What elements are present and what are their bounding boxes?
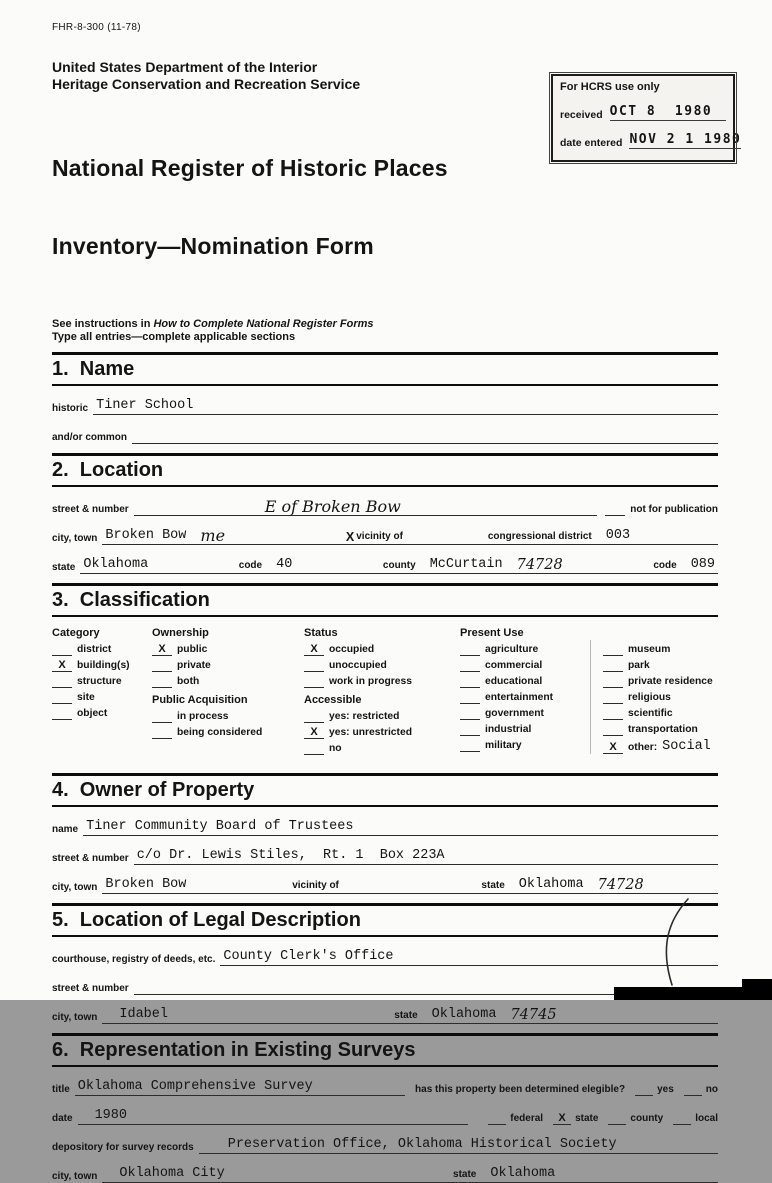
checkbox-label: public (177, 644, 208, 655)
federal-checkbox (488, 1112, 506, 1125)
form-title-line2: Inventory—Nomination Form (52, 233, 374, 259)
checkbox-label: unoccupied (329, 660, 387, 671)
present-use-column (460, 626, 718, 755)
present-use-sub-column-a (460, 640, 590, 754)
checkbox-item-structure (52, 675, 152, 688)
checkbox-label: religious (628, 692, 671, 703)
agency-line1: United States Department of the Interior (52, 59, 318, 75)
checkbox-item-religious (603, 691, 718, 704)
other-use-value: Social (662, 739, 711, 754)
category-header: Category (52, 627, 100, 639)
field-row-city-town (52, 527, 718, 545)
local-checkbox (673, 1112, 691, 1125)
checkbox-item-private-residence (603, 675, 718, 688)
scan-artifact-corner (742, 979, 772, 1000)
checkbox-item-commercial (460, 659, 590, 672)
instructions-prefix: See instructions in (52, 318, 154, 330)
checkbox (52, 643, 72, 656)
present-use-sub-column-b (590, 640, 718, 754)
checkbox-item-museum (603, 643, 718, 656)
survey-city-label: city, town (52, 1171, 98, 1182)
city-town-line (102, 528, 718, 545)
date-entered-label: date entered (560, 137, 623, 149)
local-label: local (695, 1113, 718, 1124)
checkbox: X (304, 643, 324, 656)
checkbox (52, 691, 72, 704)
checkbox (304, 659, 324, 672)
checkbox (460, 659, 480, 672)
present-use-header: Present Use (460, 627, 524, 639)
congressional-district-value: 003 (605, 528, 631, 543)
checkbox-item-yes-restricted (304, 710, 460, 723)
common-name-line (132, 427, 718, 444)
checkbox-label: structure (77, 676, 122, 687)
checkbox: X (304, 726, 324, 739)
checkbox (603, 659, 623, 672)
survey-date-line (78, 1108, 469, 1125)
date-entered-stamp: NOV 2 1 1980 (629, 132, 742, 147)
section-2-heading: 2. Location (52, 459, 164, 481)
vicinity-label: vicinity of (356, 531, 403, 542)
checkbox-label: district (77, 644, 112, 655)
checkbox (603, 643, 623, 656)
code-label: code (238, 560, 263, 571)
checkbox: X (152, 643, 172, 656)
checkbox-label: transportation (628, 724, 698, 735)
survey-state-label: state (453, 1169, 477, 1180)
historic-value: Tiner School (96, 398, 194, 413)
legal-zip-handwritten: 74745 (510, 1007, 557, 1023)
yes-checkbox (635, 1083, 653, 1096)
checkbox-item-being-considered (152, 726, 304, 739)
federal-label: federal (510, 1113, 544, 1124)
owner-vicinity-label: vicinity of (292, 880, 339, 891)
checkbox-item-yes-unrestricted (304, 726, 460, 739)
section-5-legal-description (52, 903, 718, 937)
county-label: county (382, 560, 416, 571)
checkbox-label: scientific (628, 708, 673, 719)
checkbox (603, 707, 623, 720)
city-town-label: city, town (52, 533, 98, 544)
owner-name-value: Tiner Community Board of Trustees (86, 819, 354, 834)
section-5-heading: 5. Location of Legal Description (52, 909, 361, 931)
checkbox (460, 691, 480, 704)
agency-line2: Heritage Conservation and Recreation Service (52, 76, 361, 92)
checkbox-item-work-in-progress (304, 675, 460, 688)
checkbox (304, 675, 324, 688)
survey-title-label: title (52, 1084, 70, 1095)
county-value: McCurtain (429, 557, 503, 572)
checkbox-label: work in progress (329, 676, 412, 687)
checkbox-item-industrial (460, 723, 590, 736)
checkbox-label: educational (485, 676, 543, 687)
field-row-state-county (52, 556, 718, 574)
status-header: Status (304, 627, 338, 639)
status-column (304, 626, 460, 755)
owner-name-label: name (52, 824, 79, 835)
owner-state-label: state (481, 880, 505, 891)
checkbox-item-educational (460, 675, 590, 688)
state-label: state (52, 562, 76, 573)
received-row (560, 104, 726, 121)
eligibility-question: has this property been determined elegible? (415, 1084, 626, 1095)
checkbox-label: no (329, 743, 342, 754)
legal-street-label: street & number (52, 983, 129, 994)
city-handwritten-note: me (200, 526, 226, 545)
section-2-location (52, 453, 718, 487)
state-checkbox: X (553, 1112, 571, 1125)
field-row-courthouse (52, 948, 718, 966)
checkbox: X (52, 659, 72, 672)
checkbox-label: building(s) (77, 660, 130, 671)
pen-stroke (648, 897, 700, 989)
checkbox-label: government (485, 708, 544, 719)
legal-state-label: state (394, 1010, 418, 1021)
owner-city-label: city, town (52, 882, 98, 893)
checkbox-item-agriculture (460, 643, 590, 656)
section-3-heading: 3. Classification (52, 589, 210, 611)
accessible-header: Accessible (304, 694, 362, 706)
field-row-owner-name (52, 818, 718, 836)
state-level-label: state (575, 1113, 599, 1124)
public-acquisition-header: Public Acquisition (152, 694, 248, 706)
owner-zip-handwritten: 74728 (597, 877, 644, 893)
legal-city-line (102, 1007, 718, 1024)
checkbox-label: object (77, 708, 108, 719)
city-town-value: Broken Bow (105, 528, 187, 543)
owner-street-value: c/o Dr. Lewis Stiles, Rt. 1 Box 223A (136, 848, 445, 863)
county-checkbox (608, 1112, 626, 1125)
owner-city-value: Broken Bow (105, 877, 187, 892)
historic-line (93, 398, 718, 415)
courthouse-label: courthouse, registry of deeds, etc. (52, 954, 216, 965)
checkbox (460, 707, 480, 720)
checkbox-label: occupied (329, 644, 375, 655)
checkbox (460, 739, 480, 752)
checkbox (152, 659, 172, 672)
street-line (134, 499, 598, 516)
no-label: no (705, 1084, 718, 1095)
checkbox-label: park (628, 660, 650, 671)
checkbox-item-both (152, 675, 304, 688)
checkbox (152, 726, 172, 739)
field-row-owner-street (52, 847, 718, 865)
checkbox-label: museum (628, 644, 671, 655)
checkbox (603, 691, 623, 704)
checkbox (152, 675, 172, 688)
vicinity-check-mark: X (345, 530, 355, 544)
checkbox-item-in-process (152, 710, 304, 723)
checkbox (603, 723, 623, 736)
section-3-classification (52, 583, 718, 617)
legal-state-value: Oklahoma (431, 1007, 497, 1022)
survey-city-value: Oklahoma City (119, 1166, 225, 1181)
checkbox-item-transportation (603, 723, 718, 736)
checkbox-item-military (460, 739, 590, 752)
yes-label: yes (657, 1084, 674, 1095)
checkbox-item-unoccupied (304, 659, 460, 672)
hcrs-use-only-box (551, 74, 742, 162)
form-title-line1: National Register of Historic Places (52, 155, 448, 181)
date-entered-row (560, 132, 742, 149)
owner-state-value: Oklahoma (518, 877, 584, 892)
county-code-value: 089 (690, 557, 715, 572)
field-row-historic (52, 397, 718, 415)
checkbox-label: industrial (485, 724, 532, 735)
county-code-label: code (653, 560, 677, 571)
depository-value: Preservation Office, Oklahoma Historical Society (227, 1137, 617, 1152)
checkbox-item-occupied (304, 643, 460, 656)
survey-date-label: date (52, 1113, 73, 1124)
checkbox-item-buildings (52, 659, 152, 672)
hcrs-header: For HCRS use only (560, 81, 660, 93)
owner-city-line (102, 877, 718, 894)
ownership-column (152, 626, 304, 755)
courthouse-value: County Clerk's Office (223, 949, 394, 964)
survey-level-group (478, 1112, 718, 1125)
section-6-heading: 6. Representation in Existing Surveys (52, 1039, 416, 1061)
depository-label: depository for survey records (52, 1142, 194, 1153)
received-date-stamp: OCT 8 1980 (610, 104, 726, 121)
checkbox-item-other (603, 739, 718, 754)
survey-title-value: Oklahoma Comprehensive Survey (77, 1079, 313, 1094)
checkbox-label: commercial (485, 660, 543, 671)
legal-city-value: Idabel (119, 1007, 168, 1022)
checkbox (460, 643, 480, 656)
no-checkbox (684, 1083, 702, 1096)
checkbox-item-district (52, 643, 152, 656)
checkbox (52, 675, 72, 688)
state-county-line (80, 557, 718, 574)
checkbox-item-site (52, 691, 152, 704)
checkbox (52, 707, 72, 720)
checkbox-label: site (77, 692, 95, 703)
survey-date-value: 1980 (94, 1108, 127, 1123)
checkbox-item-entertainment (460, 691, 590, 704)
courthouse-line (220, 949, 718, 966)
field-row-owner-city (52, 876, 718, 894)
section-4-owner (52, 773, 718, 807)
checkbox-label: both (177, 676, 200, 687)
checkbox (304, 742, 324, 755)
checkbox (152, 710, 172, 723)
checkbox-label: entertainment (485, 692, 554, 703)
not-for-publication-label: not for publication (630, 504, 718, 515)
checkbox-item-object (52, 707, 152, 720)
code-value: 40 (276, 557, 293, 572)
field-row-survey-city (52, 1165, 718, 1183)
owner-street-line (134, 848, 718, 865)
checkbox-label: yes: unrestricted (329, 727, 412, 738)
checkbox (304, 710, 324, 723)
street-handwritten-value: E of Broken Bow (264, 497, 401, 516)
checkbox-item-park (603, 659, 718, 672)
section-4-heading: 4. Owner of Property (52, 779, 255, 801)
survey-state-value: Oklahoma (490, 1166, 556, 1181)
section-1-heading: 1. Name (52, 358, 135, 380)
checkbox-label: other: (628, 742, 658, 753)
common-name-label: and/or common (52, 432, 128, 443)
instructions-line2: Type all entries—complete applicable sections (52, 331, 296, 343)
section-6-surveys (52, 1033, 718, 1067)
checkbox (603, 675, 623, 688)
checkbox-label: in process (177, 711, 229, 722)
congressional-district-label: congressional district (487, 531, 592, 542)
checkbox-label: private residence (628, 676, 713, 687)
classification-grid (52, 626, 718, 764)
field-row-survey-date (52, 1107, 718, 1125)
street-label: street & number (52, 504, 129, 515)
survey-city-line (102, 1166, 718, 1183)
checkbox-item-scientific (603, 707, 718, 720)
checkbox: X (603, 741, 623, 754)
field-row-depository (52, 1136, 718, 1154)
county-level-label: county (630, 1113, 664, 1124)
checkbox-item-private (152, 659, 304, 672)
depository-line (199, 1137, 718, 1154)
not-for-publication-checkbox (605, 503, 625, 516)
field-row-common-name (52, 426, 718, 444)
checkbox-item-public (152, 643, 304, 656)
instructions-line1 (52, 318, 718, 330)
checkbox (460, 675, 480, 688)
field-row-street (52, 498, 718, 516)
historic-label: historic (52, 403, 89, 414)
section-1-name (52, 352, 718, 386)
ownership-header: Ownership (152, 627, 209, 639)
category-column (52, 626, 152, 755)
checkbox-item-government (460, 707, 590, 720)
checkbox-label: private (177, 660, 211, 671)
owner-street-label: street & number (52, 853, 129, 864)
instructions-manual-title: How to Complete National Register Forms (153, 318, 374, 330)
checkbox (460, 723, 480, 736)
checkbox-label: being considered (177, 727, 263, 738)
checkbox-label: military (485, 740, 522, 751)
state-value: Oklahoma (83, 557, 149, 572)
form-number: FHR-8-300 (11-78) (52, 22, 141, 33)
legal-city-label: city, town (52, 1012, 98, 1023)
field-row-survey-title (52, 1078, 718, 1096)
checkbox-label: agriculture (485, 644, 539, 655)
eligibility-question-group (415, 1083, 718, 1096)
survey-title-line (75, 1079, 405, 1096)
county-handwritten-zip: 74728 (516, 557, 563, 573)
owner-name-line (83, 819, 718, 836)
checkbox-label: yes: restricted (329, 711, 400, 722)
checkbox-item-no (304, 742, 460, 755)
received-label: received (560, 109, 603, 121)
field-row-legal-city (52, 1006, 718, 1024)
